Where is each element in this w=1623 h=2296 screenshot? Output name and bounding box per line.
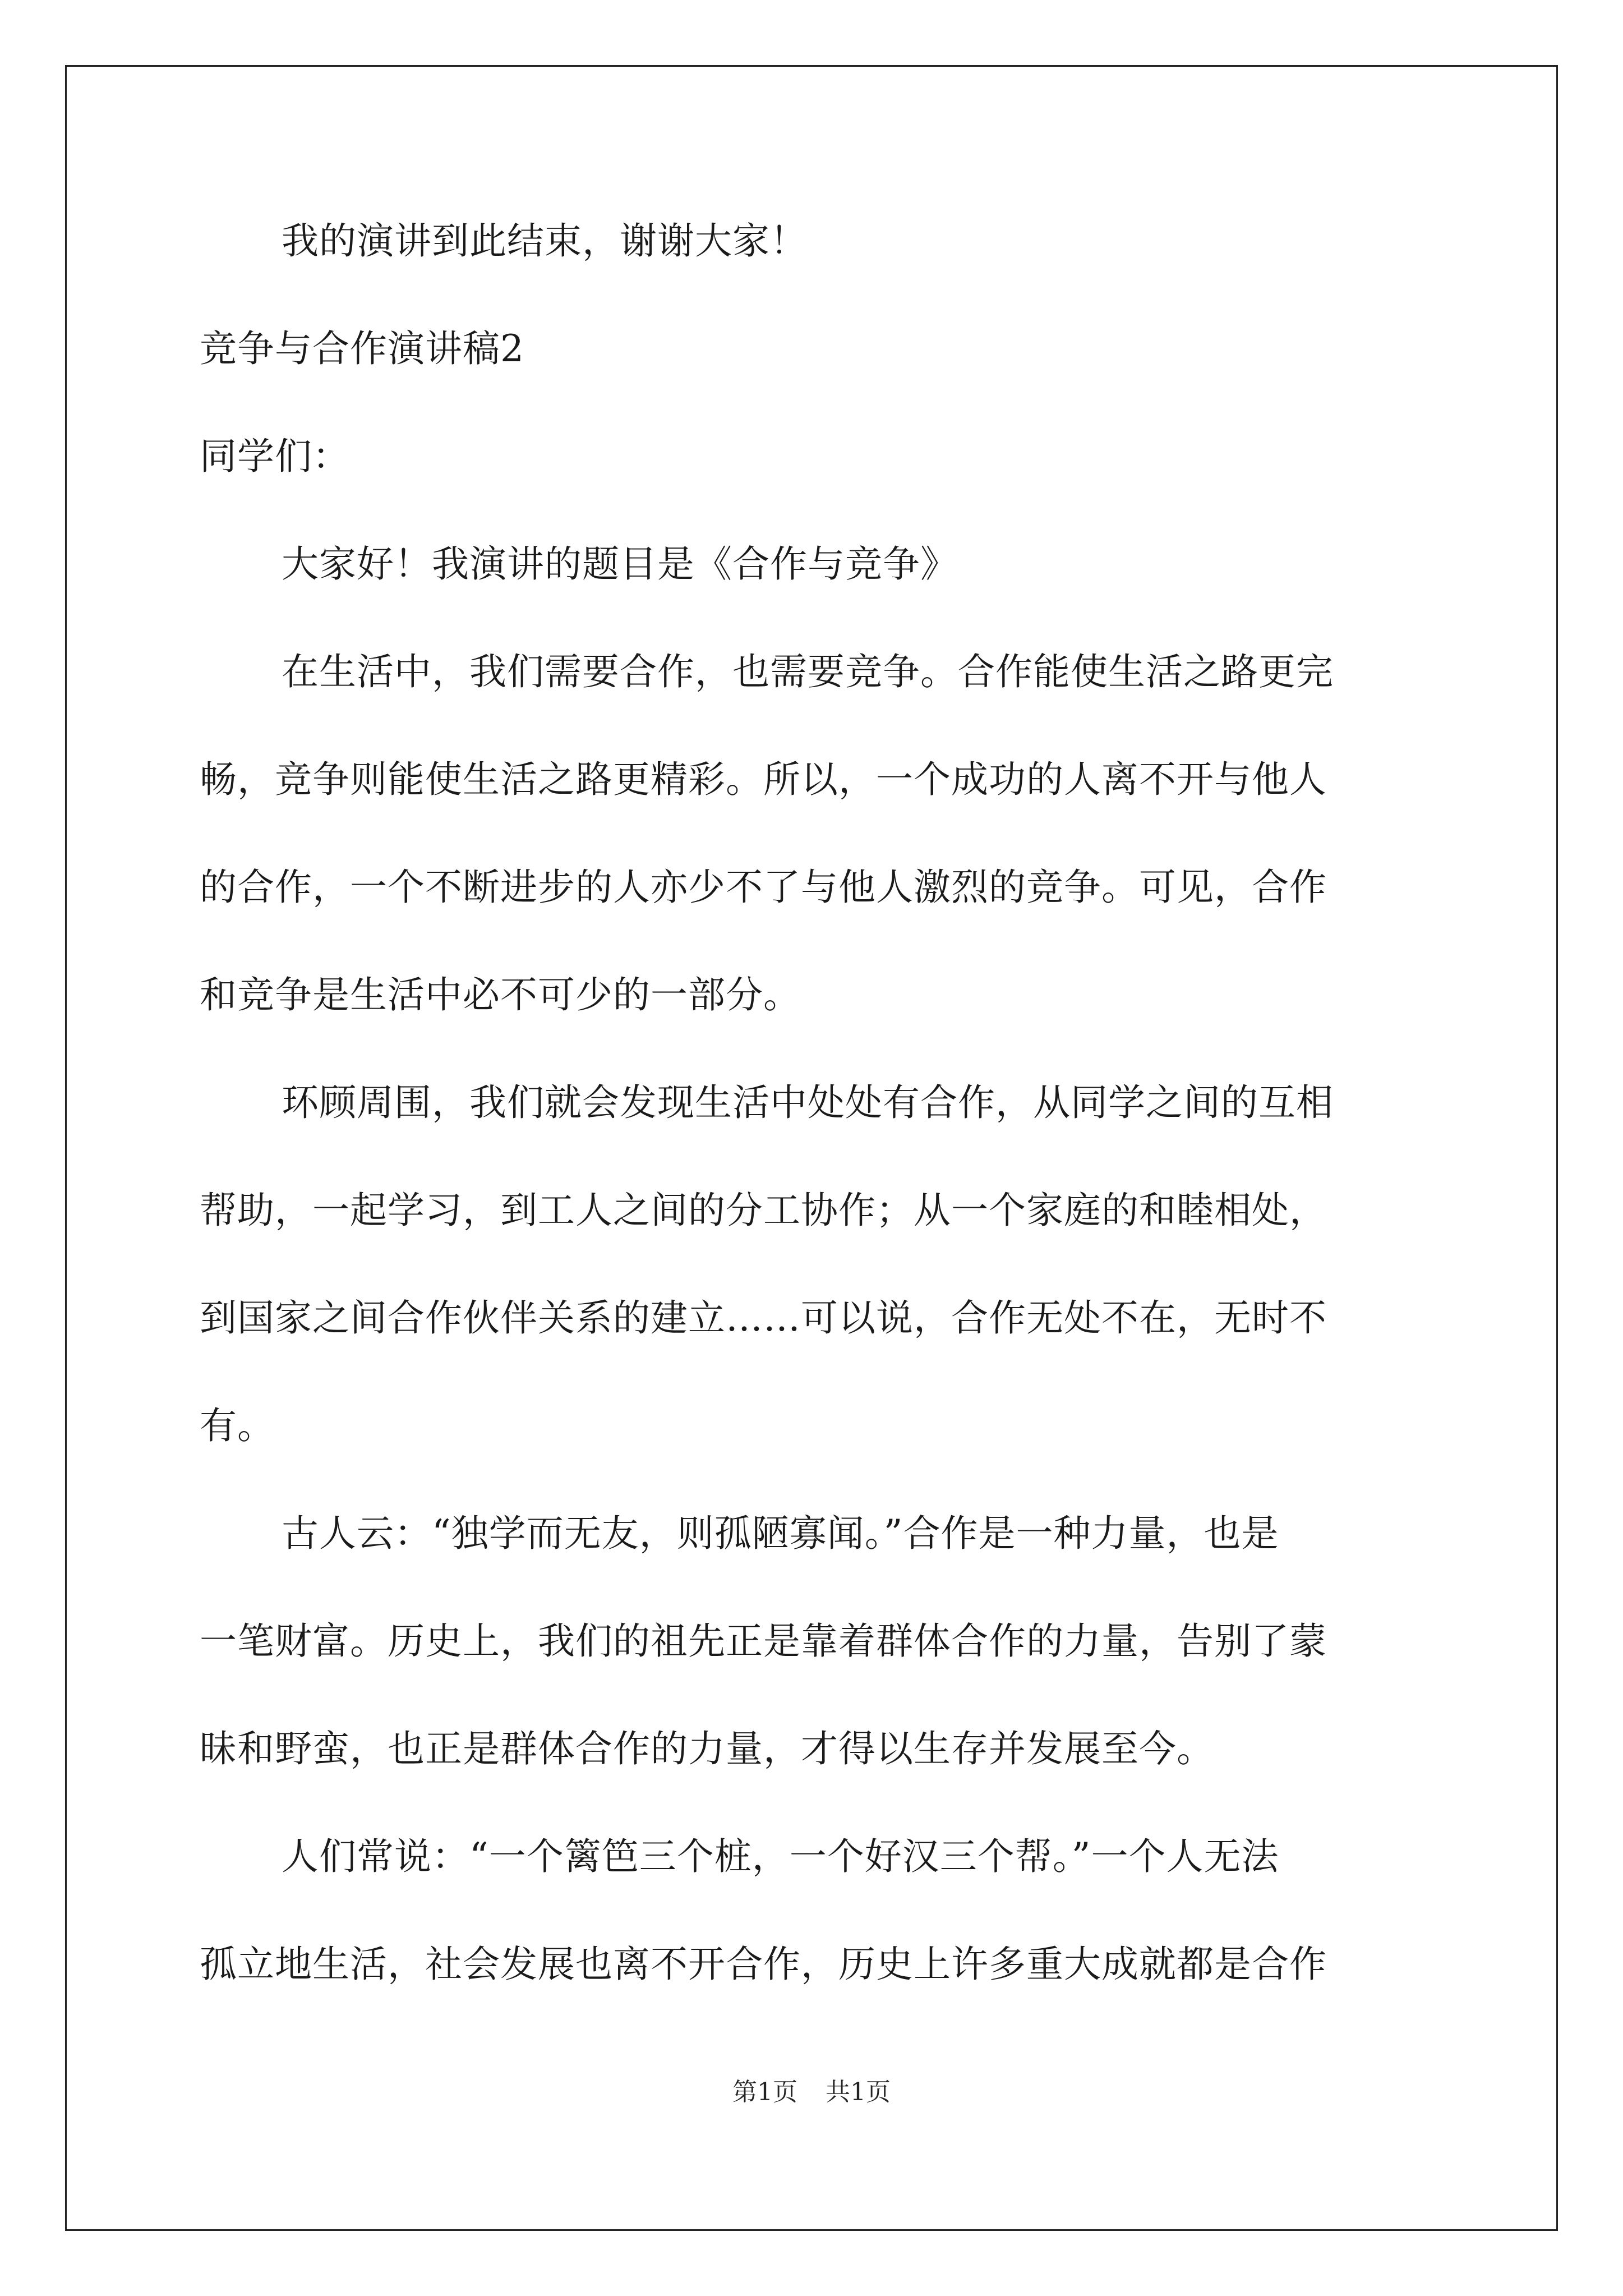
paragraph-line: 畅，竞争则能使生活之路更精彩。所以，一个成功的人离不开与他人: [200, 758, 1327, 801]
paragraph-line: 人们常说：“一个篱笆三个桩，一个好汉三个帮。”一个人无法: [282, 1835, 1279, 1878]
paragraph-line: 到国家之间合作伙伴关系的建立……可以说，合作无处不在，无时不: [200, 1296, 1327, 1340]
page-number: 第1页: [732, 2078, 797, 2106]
page-total: 共1页: [826, 2078, 891, 2106]
paragraph-line: 帮助，一起学习，到工人之间的分工协作；从一个家庭的和睦相处，: [200, 1189, 1327, 1232]
paragraph-line: 孤立地生活，社会发展也离不开合作，历史上许多重大成就都是合作: [200, 1943, 1327, 1986]
page-footer: [0, 2076, 1623, 2109]
document-body: [200, 214, 1428, 2045]
salutation: 同学们：: [200, 435, 350, 478]
paragraph-line: 和竞争是生活中必不可少的一部分。: [200, 973, 801, 1016]
paragraph-line: 的合作，一个不断进步的人亦少不了与他人激烈的竞争。可见，合作: [200, 866, 1327, 909]
paragraph-line: 古人云：“独学而无友，则孤陋寡闻。”合作是一种力量，也是: [282, 1512, 1279, 1555]
paragraph-line: 有。: [200, 1404, 275, 1447]
paragraph-line: 一笔财富。历史上，我们的祖先正是靠着群体合作的力量，告别了蒙: [200, 1619, 1327, 1663]
section-title: 竞争与合作演讲稿2: [200, 327, 524, 370]
paragraph-line: 环顾周围，我们就会发现生活中处处有合作，从同学之间的互相: [282, 1081, 1334, 1124]
paragraph-line: 大家好！我演讲的题目是《合作与竞争》: [282, 542, 958, 586]
paragraph-line: 昧和野蛮，也正是群体合作的力量，才得以生存并发展至今。: [200, 1727, 1214, 1770]
paragraph-line: 在生活中，我们需要合作，也需要竞争。合作能使生活之路更完: [282, 650, 1334, 693]
paragraph-line: 我的演讲到此结束，谢谢大家！: [282, 219, 808, 263]
